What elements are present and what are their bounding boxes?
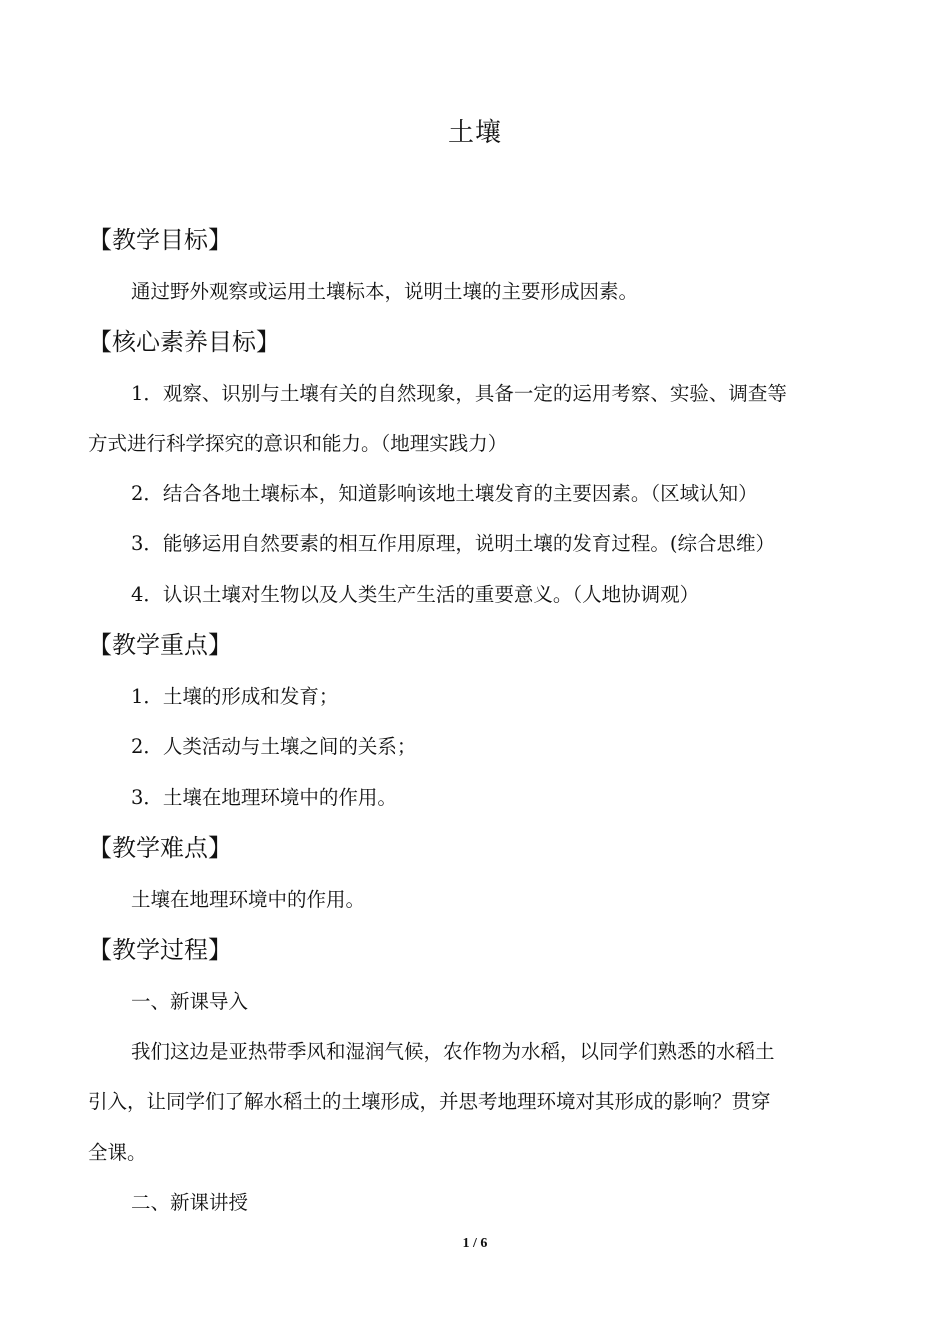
difficulties-text: 土壤在地理环境中的作用。 — [131, 888, 366, 911]
process-paragraph-line-1: 我们这边是亚热带季风和湿润气候，农作物为水稻，以同学们熟悉的水稻土 — [131, 1040, 775, 1063]
process-paragraph-line-3: 全课。 — [88, 1141, 147, 1164]
core-item-2: 2．结合各地土壤标本，知道影响该地土壤发育的主要因素。（区域认知） — [131, 482, 758, 505]
heading-key-points: 【教学重点】 — [88, 631, 232, 659]
objectives-text: 通过野外观察或运用土壤标本，说明土壤的主要形成因素。 — [131, 280, 639, 303]
core-item-4: 4．认识土壤对生物以及人类生产生活的重要意义。（人地协调观） — [131, 583, 700, 606]
key-point-3: 3．土壤在地理环境中的作用。 — [131, 786, 397, 809]
core-item-1-line-2: 方式进行科学探究的意识和能力。（地理实践力） — [88, 432, 508, 455]
document-title: 土壤 — [447, 118, 502, 148]
key-point-2: 2．人类活动与土壤之间的关系； — [131, 735, 417, 758]
heading-objectives: 【教学目标】 — [88, 226, 232, 254]
process-step-1: 一、新课导入 — [131, 990, 249, 1013]
heading-difficulties: 【教学难点】 — [88, 834, 232, 862]
core-item-3: 3．能够运用自然要素的相互作用原理，说明土壤的发育过程。(综合思维） — [131, 532, 776, 555]
key-point-1: 1．土壤的形成和发育； — [131, 685, 339, 708]
heading-process: 【教学过程】 — [88, 936, 232, 964]
process-step-2: 二、新课讲授 — [131, 1191, 249, 1214]
process-paragraph-line-2: 引入，让同学们了解水稻土的土壤形成，并思考地理环境对其形成的影响？贯穿 — [88, 1090, 771, 1113]
heading-core-literacy: 【核心素养目标】 — [88, 328, 280, 356]
page-number: 1 / 6 — [462, 1236, 488, 1251]
core-item-1-line-1: 1．观察、识别与土壤有关的自然现象，具备一定的运用考察、实验、调查等 — [131, 382, 787, 405]
